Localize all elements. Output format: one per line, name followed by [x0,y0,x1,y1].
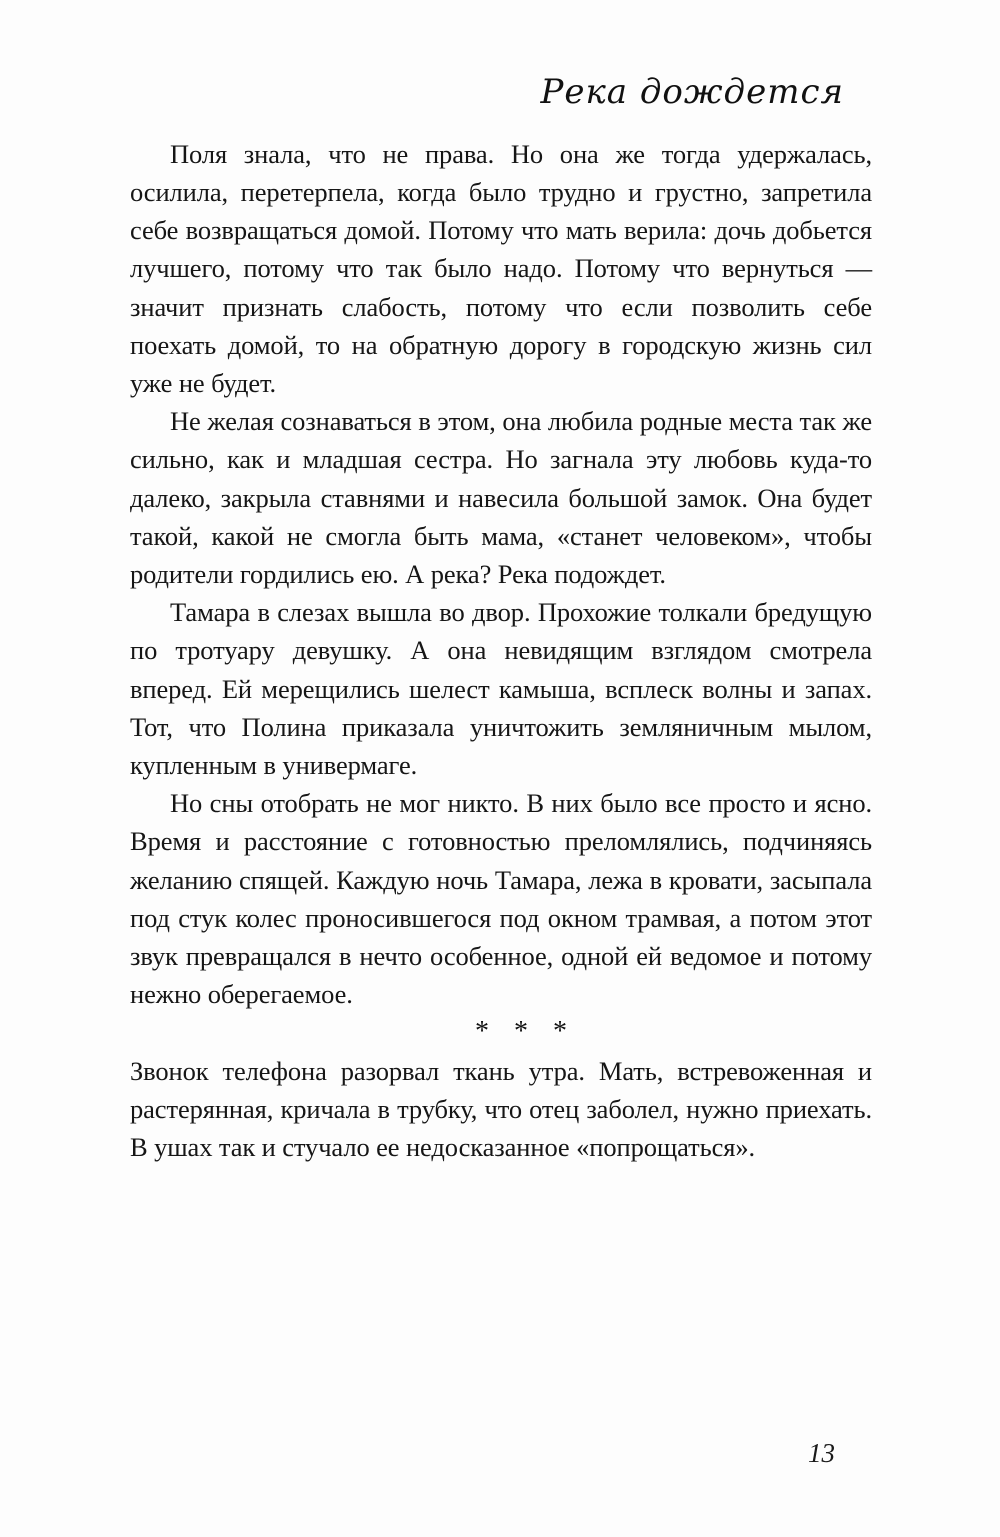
body-text [130,135,872,1166]
paragraph: Но сны отобрать не мог никто. В них было все просто и ясно. Время и расстояние с готовностью преломлялись, подчиняясь желанию спящей. Каждую ночь Тамара, лежа в кровати, засыпала под стук колес проносившегося под окном трамвая, а потом этот звук превращался в нечто особенное, одной ей ведомое и потому нежно оберегаемое. [130,788,872,1010]
section-break: * * * [475,1016,567,1048]
page-number: 13 [808,1438,835,1468]
paragraph: Не желая сознаваться в этом, она любила родные места так же сильно, как и младшая сестра. Но загнала эту любовь куда-то далеко, закрыла ставнями и навесила большой замок. Она будет такой, какой не смогла быть мама, «станет человеком», чтобы родители гордились ею. А река? Река подождет. [130,406,872,590]
running-head: Река дождется [540,72,844,112]
paragraph: Звонок телефона разорвал ткань утра. Мать, встревоженная и растерянная, кричала в трубку, что отец заболел, нужно приехать. В ушах так и стучало ее недосказанное «попрощаться». [130,1055,872,1163]
paragraph: Поля знала, что не права. Но она же тогда удержалась, осилила, перетерпела, когда было трудно и грустно, запретила себе возвращаться домой. Потому что мать верила: дочь добьется лучшего, потому что так было надо. Потому что вернуться — значит признать слабость, потому что если позволить себе поехать домой, то на обратную дорогу в городскую жизнь сил уже не будет. [130,138,872,399]
paragraph: Тамара в слезах вышла во двор. Прохожие толкали бредущую по тротуару девушку. А она невидящим взглядом смотрела вперед. Ей мерещились шелест камыша, всплеск волны и запах. Тот, что Полина приказала уничтожить земляничным мылом, купленным в универмаге. [130,597,872,781]
